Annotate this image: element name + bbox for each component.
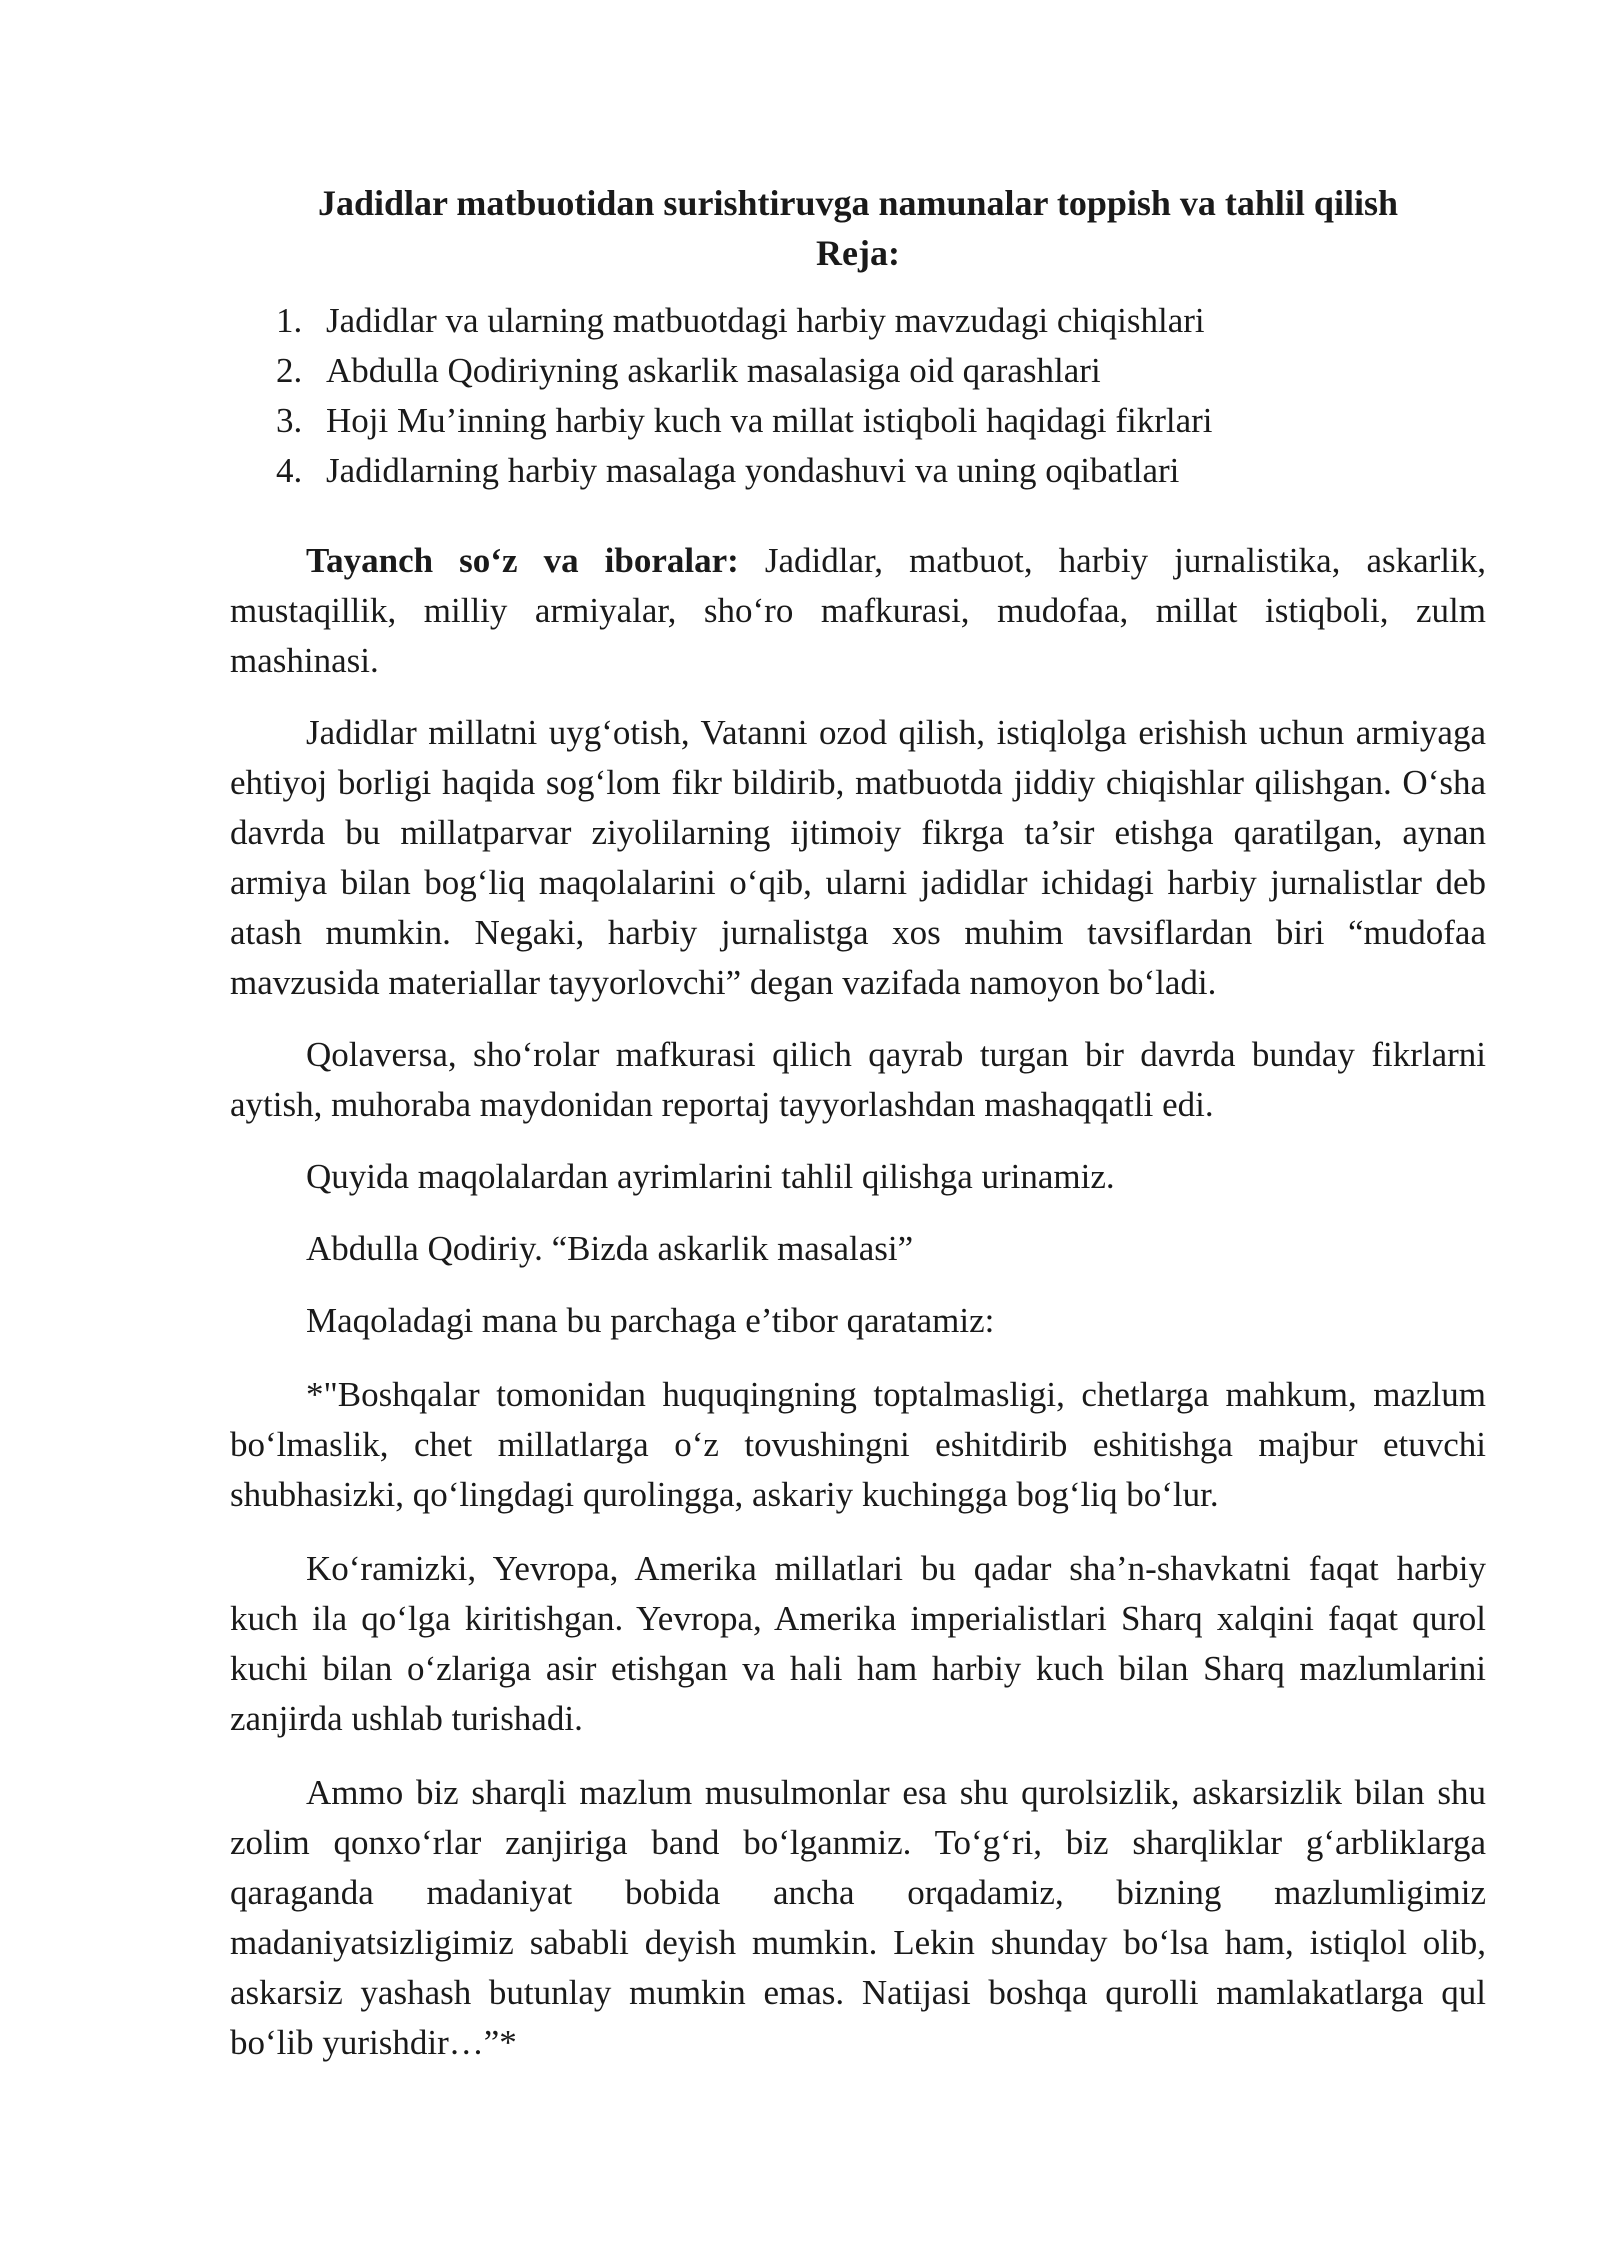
keywords-paragraph: [230, 536, 1486, 686]
body-paragraph: Qolaversa, sho‘rolar mafkurasi qilich qayrab turgan bir davrda bunday fikrlarni aytish, muhoraba maydonidan reportaj tayyorlashdan mashaqqatli edi.: [230, 1035, 1486, 1124]
article-heading: Abdulla Qodiriy. “Bizda askarlik masalasi”: [306, 1229, 914, 1268]
keywords-label: Tayanch so‘z va iboralar:: [306, 541, 739, 580]
plan-item-text: Abdulla Qodiriyning askarlik masalasiga oid qarashlari: [326, 351, 1101, 390]
quote-paragraph: Ko‘ramizki, Yevropa, Amerika millatlari bu qadar sha’n-shavkatni faqat harbiy kuch ila qo‘lga kiritishgan. Yevropa, Amerika imperialistlari Sharq xalqini faqat qurol kuchi bilan o‘zlariga asir etishgan va hali ham harbiy kuch bilan Sharq mazlumlarini zanjirda ushlab turishadi.: [230, 1549, 1486, 1738]
body-paragraph: Maqoladagi mana bu parchaga e’tibor qaratamiz:: [306, 1301, 995, 1340]
plan-heading: Reja:: [816, 233, 900, 273]
quote-paragraph: *"Boshqalar tomonidan huquqingning toptalmasligi, chetlarga mahkum, mazlum bo‘lmaslik, chet millatlarga o‘z tovushingni eshitdirib eshitishga majbur etuvchi shubhasizki, qo‘lingdagi qurolingga, askariy kuchingga bog‘liq bo‘lur.: [230, 1375, 1486, 1514]
plan-item-number: 2.: [276, 351, 303, 390]
body-paragraph: Jadidlar millatni uyg‘otish, Vatanni ozod qilish, istiqlolga erishish uchun armiyaga ehtiyoj borligi haqida sog‘lom fikr bildirib, matbuotda jiddiy chiqishlar qilishgan. O‘sha davrda bu millatparvar ziyolilarning ijtimoiy fikrga ta’sir etishga qaratilgan, aynan armiya bilan bog‘liq maqolalarini o‘qib, ularni jadidlar ichidagi harbiy jurnalistlar deb atash mumkin. Negaki, harbiy jurnalistga xos muhim tavsiflardan biri “mudofaa mavzusida materiallar tayyorlovchi” degan vazifada namoyon bo‘ladi.: [230, 713, 1486, 1002]
plan-item: [230, 396, 1486, 446]
body-paragraph: Quyida maqolalardan ayrimlarini tahlil qilishga urinamiz.: [306, 1157, 1115, 1196]
plan-item-number: 3.: [276, 401, 303, 440]
plan-item: [230, 346, 1486, 396]
keywords-text: Jadidlar, matbuot, harbiy jurnalistika, askarlik, mustaqillik, milliy armiyalar, sho‘ro mafkurasi, mudofaa, millat istiqboli, zulm mashinasi.: [230, 541, 1487, 680]
plan-list: [230, 296, 1486, 496]
plan-item-text: Jadidlarning harbiy masalaga yondashuvi va uning oqibatlari: [326, 451, 1180, 490]
plan-item-number: 1.: [276, 301, 303, 340]
plan-item: [230, 446, 1486, 496]
document-page: [230, 178, 1486, 2068]
plan-item: [230, 296, 1486, 346]
quote-paragraph: Ammo biz sharqli mazlum musulmonlar esa shu qurolsizlik, askarsizlik bilan shu zolim qonxo‘rlar zanjiriga band bo‘lganmiz. To‘g‘ri, biz sharqliklar g‘arbliklarga qaraganda madaniyat bobida ancha orqadamiz, bizning mazlumligimiz madaniyatsizligimiz sababli deyish mumkin. Lekin shunday bo‘lsa ham, istiqlol olib, askarsiz yashash butunlay mumkin emas. Natijasi boshqa qurolli mamlakatlarga qul bo‘lib yurishdir…”*: [230, 1773, 1486, 2062]
plan-item-text: Jadidlar va ularning matbuotdagi harbiy mavzudagi chiqishlari: [326, 301, 1205, 340]
plan-item-number: 4.: [276, 451, 303, 490]
plan-item-text: Hoji Mu’inning harbiy kuch va millat istiqboli haqidagi fikrlari: [326, 401, 1213, 440]
document-title: Jadidlar matbuotidan surishtiruvga namunalar toppish va tahlil qilish: [318, 183, 1398, 223]
